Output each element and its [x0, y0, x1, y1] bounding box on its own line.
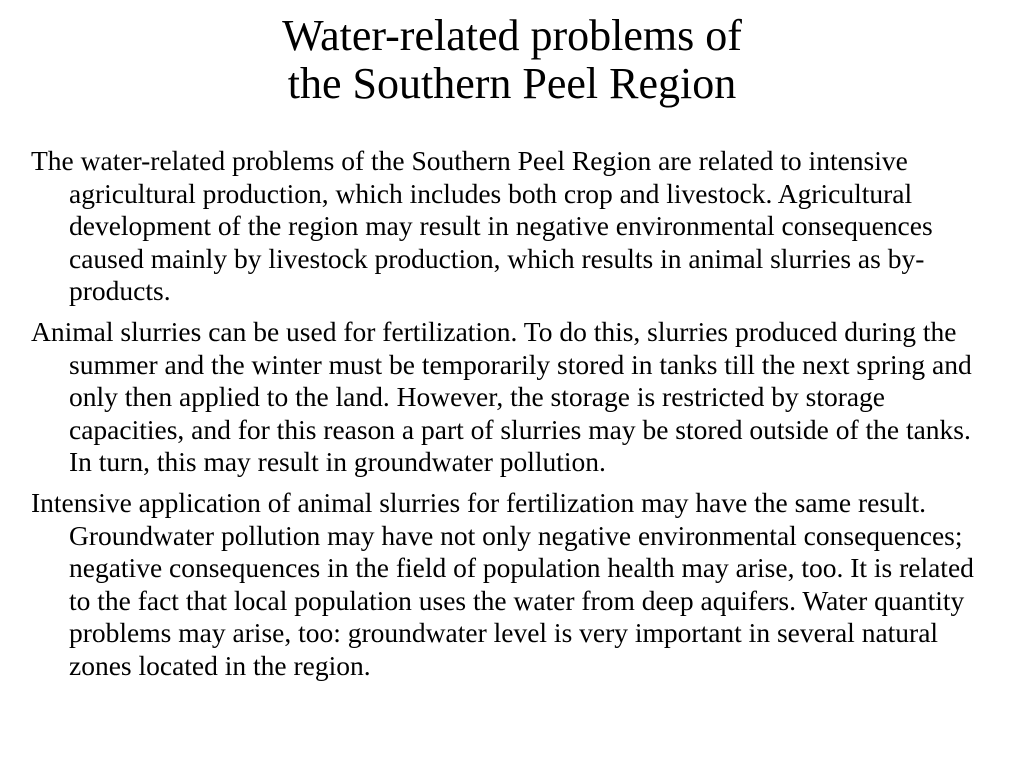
paragraph-3: Intensive application of animal slurries for fertilization may have the same result. Groundwater pollution may have not only negative environmental consequences; negative consequences in the field of population health may arise, too. It is related to the fact that local population uses the water from deep aquifers. Water quantity problems may arise, too: groundwater level is very important in several natural zones located in the region. — [31, 486, 974, 681]
slide-title — [0, 12, 1024, 108]
slide-title-line-2: the Southern Peel Region — [287, 59, 737, 108]
slide-title-line-1: Water-related problems of — [282, 11, 742, 60]
paragraph-1: The water-related problems of the Southern Peel Region are related to intensive agricultural production, which includes both crop and livestock. Agricultural development of the region may result in negative environmental consequences caused mainly by livestock production, which results in animal slurries as by-products. — [31, 145, 933, 307]
slide-body — [31, 145, 996, 691]
paragraph-2: Animal slurries can be used for fertilization. To do this, slurries produced during the summer and the winter must be temporarily stored in tanks till the next spring and only then applied to the land. However, the storage is restricted by storage capacities, and for this reason a part of slurries may be stored outside of the tanks. In turn, this may result in groundwater pollution. — [31, 315, 972, 478]
